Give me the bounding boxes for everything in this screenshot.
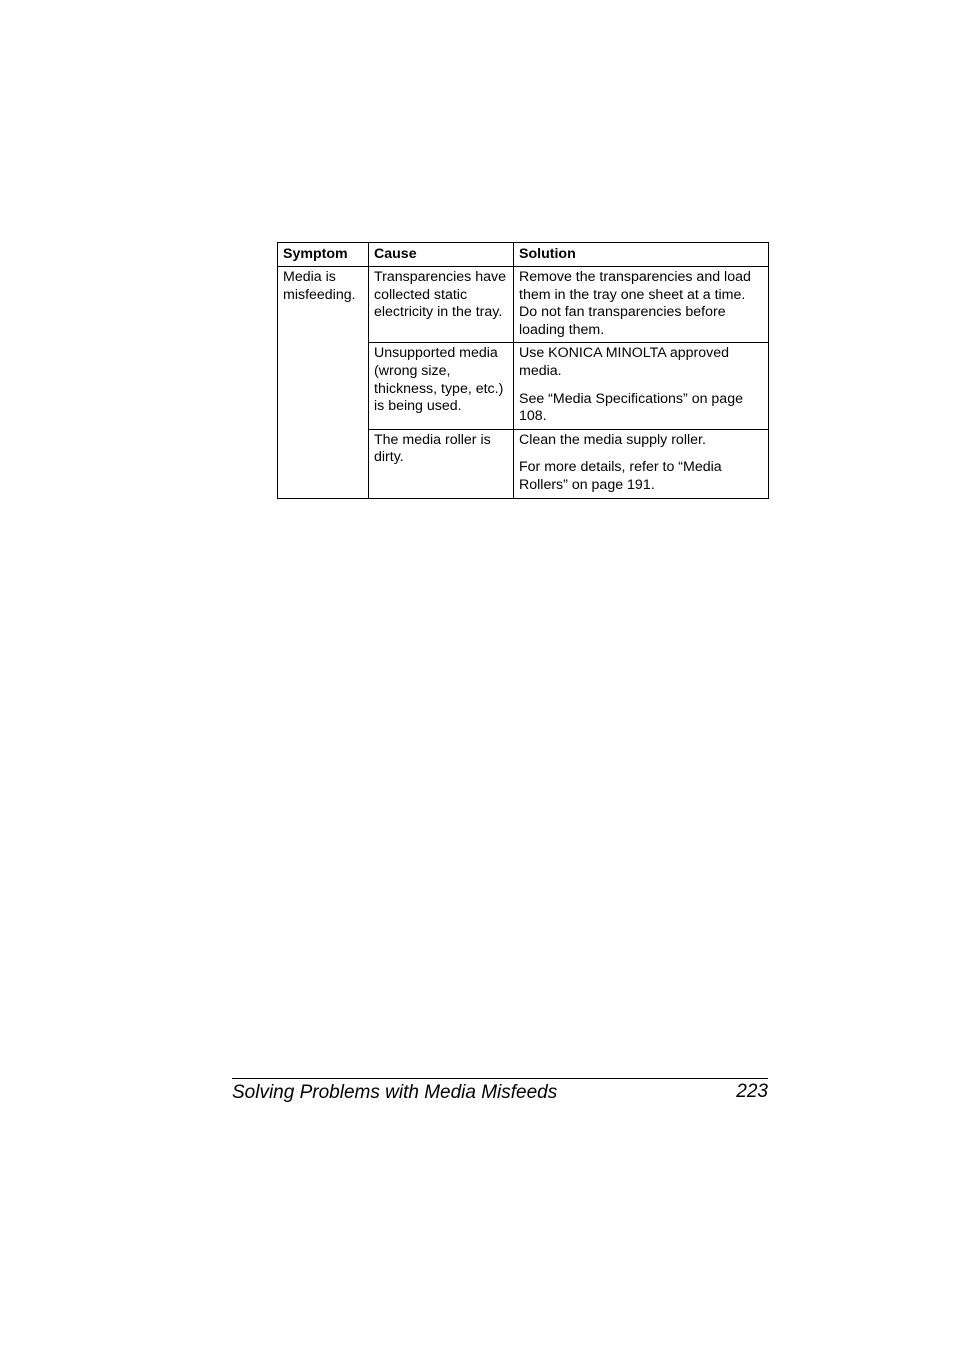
solution-cell (514, 267, 769, 343)
solution-cell (514, 343, 769, 429)
table-row (278, 267, 769, 343)
solution-text: Clean the media supply roller. (519, 431, 706, 448)
table-header-row (278, 243, 769, 267)
solution-reference: See “Media Specifications” on page 108. (519, 390, 743, 425)
cause-cell: Transparencies have collected static electricity in the tray. (369, 267, 514, 343)
footer-title: Solving Problems with Media Misfeeds (232, 1082, 558, 1103)
symptom-cell: Media is misfeeding. (278, 267, 369, 499)
solution-cell (514, 429, 769, 498)
header-symptom: Symptom (278, 243, 369, 267)
page-number: 223 (736, 1081, 768, 1102)
header-solution: Solution (514, 243, 769, 267)
page-footer (232, 1078, 768, 1103)
header-cause: Cause (369, 243, 514, 267)
cause-cell: The media roller is dirty. (369, 429, 514, 498)
troubleshooting-table (277, 242, 769, 499)
solution-reference: For more details, refer to “Media Rollers” on page 191. (519, 459, 722, 493)
solution-text: Use KONICA MINOLTA approved media. (519, 345, 729, 379)
cause-cell: Unsupported media (wrong size, thickness, type, etc.) is being used. (369, 343, 514, 429)
solution-text: Remove the transparencies and load them in the tray one sheet at a time. Do not fan transparencies before loading them. (519, 269, 751, 338)
